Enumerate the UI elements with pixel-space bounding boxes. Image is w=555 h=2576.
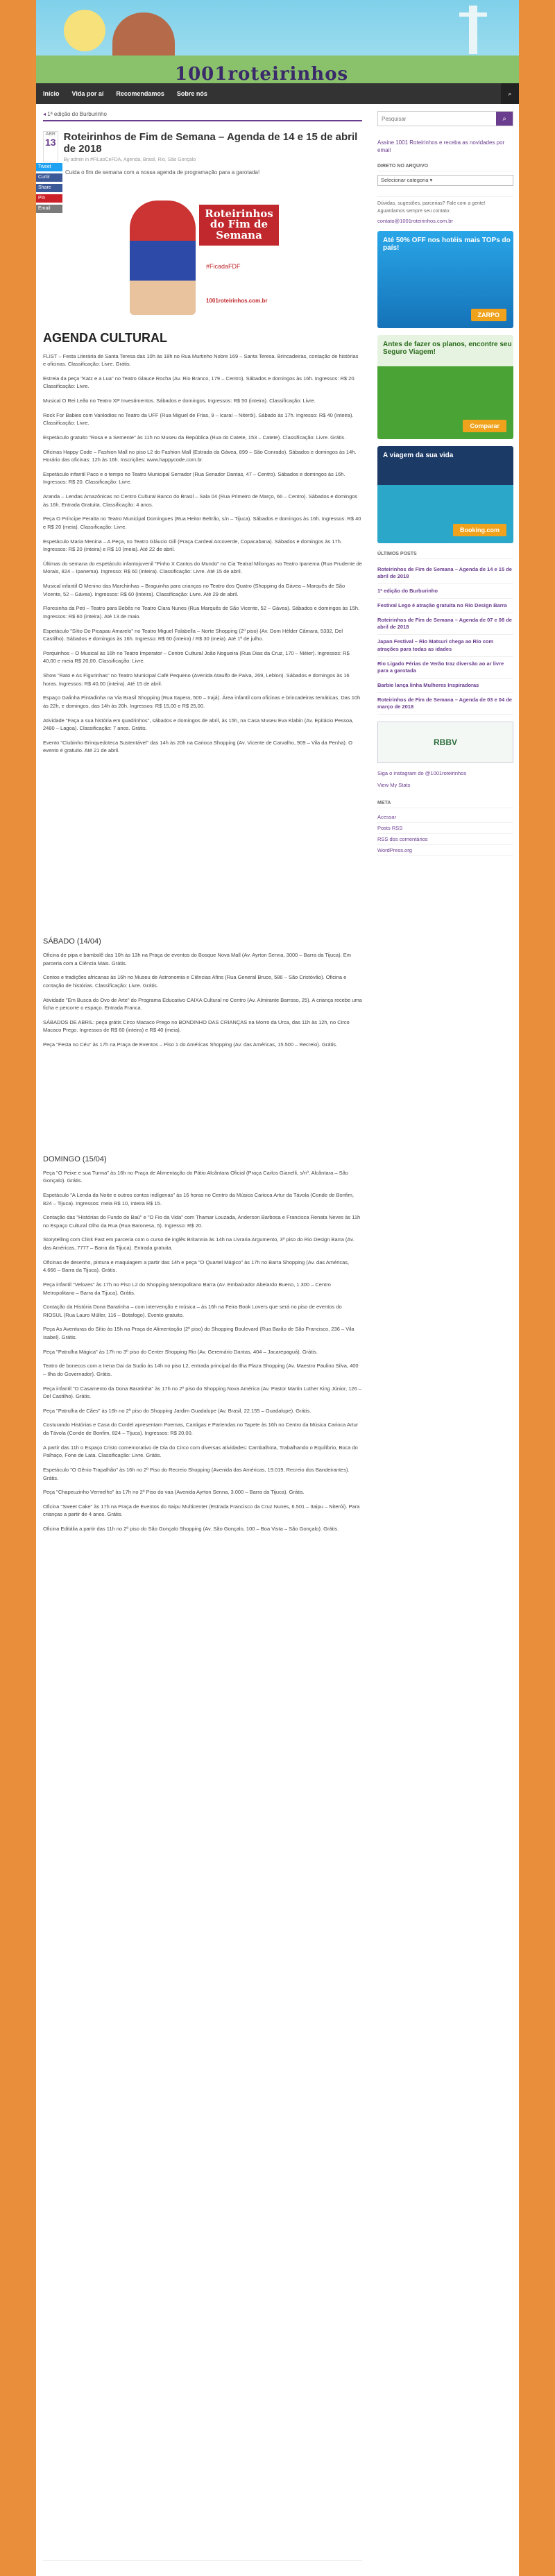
agenda-list-sunday [43, 1169, 362, 1533]
recent-post-link[interactable]: Roteirinhos de Fim de Semana – Agenda de 03 e 04 de março de 2018 [377, 693, 513, 715]
agenda-list-saturday [43, 951, 362, 1049]
main-content [38, 111, 362, 1539]
agenda-item: Peça infantil "Velozes" às 17h no Piso L2 do Shopping Metropolitano Barra (Av. Embaixador Abelardo Bueno, 1.300 – Centro Metropolitano – Barra da Tijuca). Grátis. [43, 1281, 331, 1296]
post-lead: Cuida o fim de semana com a nossa agenda de programação para a garotada! [65, 169, 260, 176]
spacer [43, 761, 362, 928]
post-date-badge [43, 131, 58, 162]
agenda-item: Espetáculo Maria Menina – A Peça, no Teatro Gláucio Gill (Praça Cardeal Arcoverde, Copacabana). Sábados e domingos às 17h. Ingressos: R$ 20 (inteira) e R$ 10 (meia). Até 22 de abril. [43, 538, 342, 553]
saturday-heading: SÁBADO (14/04) [43, 937, 101, 946]
agenda-item: Últimas do semana do espetáculo infantojuvenil "Pinho X Cantos do Mundo" no Cia Teatral Milongas no Teatro Ipanema (Rua Prudente de Morais, 824 – Ipanema). Ingresso: R$ 60 (inteira). Classificação: Livre. Até 15 de abril. [43, 560, 362, 575]
agenda-heading: AGENDA CULTURAL [43, 330, 167, 345]
agenda-item: Espetáculo "A Lenda da Noite e outros contos indígenas" às 16 horas no Centro da Música Carioca Artur da Távola (Conde de Bonfim, 824 – Tijuca). Ingressos: meia R$ 10, inteira R$ 15. [43, 1191, 354, 1206]
meta-link[interactable]: Posts RSS [377, 823, 513, 834]
boy-illustration [130, 201, 196, 315]
post-header [43, 131, 362, 162]
meta-heading: META [377, 801, 513, 808]
agenda-item: Peça "Patrulha de Cães" às 16h no 2º piso do Shopping Jardim Guadalupe (Av. Brasil, 22.155 – Guadalupe). Grátis. [43, 1407, 311, 1414]
christ-statue-illustration [469, 6, 477, 54]
post-meta: By admin in #FiLaoCeFDA, Agenda, Brasil, Rio, São Gonçalo [63, 157, 196, 162]
post-day: 13 [45, 137, 56, 148]
agenda-item: Musical infantil O Menino das Marchinhas – Braguinha para crianças no Teatro dos Quatro (Shopping da Gávea – Marquês de São Vicente, 52 – Gávea). Ingressos: R$ 60 (inteira). Classificação: Livre. Até 29 de abril. [43, 583, 345, 597]
sunday-heading: DOMINGO (15/04) [43, 1154, 107, 1163]
banner-tag: #FicadaFDF [206, 262, 241, 270]
agenda-item: Evento "Clubinho Brinquedoteca Sustentável" das 14h às 20h na Carioca Shopping (Av. Vicente de Carvalho, 909 – Vila da Penha). O evento é gratuito. Até 21 de abril. [43, 739, 352, 754]
agenda-item: Floresinha da Peti – Teatro para Bebês no Teatro Clara Nunes (Rua Marquês de São Vicente, 52 – Gávea). Sábados e domingos às 15h. Ingressos: R$ 60 (inteira). Até 13 de maio. [43, 605, 360, 620]
subscribe-text[interactable]: Assine 1001 Roteirinhos e receba as novidades por email [377, 139, 505, 154]
agenda-item: Peça O Príncipe Peralta no Teatro Municipal Domingues (Rua Heitor Beltrão, s/n – Tijuca). Sábados e domingos às 16h. Ingressos: R$ 40 e R$ 20 (meia). Classificação: Livre. [43, 515, 361, 530]
agenda-item: Oficina Editália a partir das 11h no 2º piso do São Gonçalo Shopping (Av. São Gonçalo, 100 – Boa Vista – São Gonçalo). Grátis. [43, 1526, 339, 1532]
ad3-brand: Booking.com [453, 524, 506, 536]
agenda-item: Espetáculo gratuito "Rosa e a Semente" às 11h no Museu da República (Rua do Catete, 153 – Catete). Classificação: Livre. Grátis. [43, 434, 346, 441]
agenda-item: Atividade "Em Busca do Ovo de Arte" do Programa Educativo CAIXA Cultural no Centro (Av. Almirante Barroso, 25). A criança recebe uma ficha e percorre o espaço. Entrada Franca. [43, 996, 362, 1012]
recent-post-link[interactable]: Festival Lego é atração gratuita no Rio Design Barra [377, 599, 513, 613]
rbbv-badge[interactable]: RBBV [377, 722, 513, 763]
agenda-item: Atividade "Faça a sua história em quadrinhos", sábados e domingos de abril, às 15h, na Casa Museu Eva Klabin (Av. Epitácio Pessoa, 2480 – Lagoa). Classificação: 7 anos. Grátis. [43, 717, 354, 732]
instagram-link[interactable]: Siga o instagram do @1001roteirinhos [377, 770, 467, 777]
recent-post-link[interactable]: Japan Festival – Rio Matsuri chega ao Rio com atrações para todas as idades [377, 635, 513, 656]
agenda-item: Peça "Chapeuzinho Vermelho" às 17h no 2º Piso do vaa (Avenida Ayrton Senna, 3.000 – Barra da Tijuca). Grátis. [43, 1489, 305, 1496]
sidebar [377, 111, 513, 856]
agenda-item: Espetáculo "O Gênio Trapalhão" às 16h no 2º Piso do Recreio Shopping (Avenida das Américas, 19.019, Recreio dos Bandeirantes). Grátis. [43, 1466, 350, 1481]
recent-posts-list [377, 563, 513, 715]
archive-select-value: Selecionar categoria [381, 177, 429, 184]
nav-item-inicio[interactable]: Início [43, 90, 60, 97]
nav-item-vida[interactable]: Vida por aí [71, 90, 104, 97]
agenda-item: Oficina "Sweet Cake" às 17h na Praça de Eventos do Itaipu Multicenter (Estrada Francisco da Cruz Nunes, 6.501 – Itaipu – Niterói). Para crianças a partir de 4 anos. Grátis. [43, 1503, 360, 1518]
meta-link[interactable]: RSS dos comentários [377, 834, 513, 845]
recent-post-link[interactable]: Barbie lança linha Mulheres Inspiradoras [377, 679, 513, 693]
agenda-item: Peça "Patrulha Mágica" às 17h no 3º piso do Center Shopping Rio (Av. Geremário Dantas, 404 – Jacarepaguá). Grátis. [43, 1348, 318, 1355]
archive-heading: DIRETO NO ARQUIVO [377, 164, 513, 171]
sidebar-search [377, 111, 513, 126]
agenda-item: Oficina de pipa e bambolê das 10h às 13h na Praça de eventos do Bosque Nova Mall (Av. Ayrton Senna, 3000 – Barra da Tijuca). Em parceria com a Ciência Mais. Grátis. [43, 952, 352, 966]
site-header [36, 0, 519, 83]
recent-post-link[interactable]: Rio Ligado Férias de Verão traz diversão ao ar livre para a garotada [377, 657, 513, 679]
post-title[interactable]: Roteirinhos de Fim de Semana – Agenda de 14 e 15 de abril de 2018 [63, 131, 358, 155]
ad1-text: Até 50% OFF nos hotéis mais TOPs do país! [383, 236, 511, 252]
sun-illustration [64, 10, 105, 51]
main-nav [36, 83, 519, 104]
meta-list [377, 812, 513, 856]
recent-post-link[interactable]: Roteirinhos de Fim de Semana – Agenda de 14 e 15 de abril de 2018 [377, 563, 513, 584]
agenda-item: SÁBADOS DE ABRIL: peça grátis Circo Macaco Prego no BONDINHO DAS CRIANÇAS na Morro da Urca, das 11h às 12h, no Circo Macaco Prego. Ingressos de R$ 60 (inteira) e R$ 40 (meia). [43, 1018, 350, 1034]
nav-search-icon[interactable]: ⌕ [501, 83, 519, 104]
agenda-item: Espetáculo "Sítio Do Picapau Amarelo" no Teatro Miguel Falabella – Norte Shopping (2º piso) (Av. Dom Hélder Câmara, 5332, Del Castilho). Sábados e domingos às 16h. Ingresso: R$ 60 (inteira) / R$ 30 (meia). Até 1º de julho. [43, 627, 343, 642]
post-month: ABR [45, 132, 56, 137]
share-facebook-button[interactable]: Share [36, 184, 62, 192]
spacer [43, 1055, 362, 1145]
archive-select[interactable]: Selecionar categoria ▾ [377, 175, 513, 186]
contact-text: Dúvidas, sugestões, parcerias? Fale com a gente! Aguardamos sempre seu contato: [377, 201, 486, 214]
banner-url: 1001roteirinhos.com.br [206, 297, 268, 304]
booking-ad[interactable] [377, 446, 513, 543]
site-logo[interactable]: 1001roteirinhos [175, 64, 349, 83]
agenda-item: Costurando Histórias e Casa do Cordel apresentam Poemas, Cantigas e Parlendas no Tapete às 16h no Centro da Música Carioca Artur da Távola (Conde de Bonfim, 824 – Tijuca). Ingressos: R$ 20,00. [43, 1422, 359, 1436]
agenda-item: Espetáculo infantil Paco e o tempo no Teatro Municipal Serrador (Rua Senador Dantas, 47 – Centro). Sábados e domingos às 16h. Ingressos: R$ 20. Classificação: Livre. [43, 470, 345, 486]
agenda-item: Teatro de bonecos com a Irena Dai da Sudio às 14h no piso L2, entrada principal da Ilha Plaza Shopping (Av. Maestro Paulino Silva, 400 – Ilha do Governador). Grátis. [43, 1363, 359, 1377]
agenda-item: Estreia da peça "Katz e a Lua" no Teatro Glauce Rocha (Av. Rio Branco, 179 – Centro). Sábados e domingos às 16h. Ingressos: R$ 20. Classificação: Livre. [43, 375, 356, 390]
ad3-text: A viagem da sua vida [383, 451, 454, 459]
agenda-item: Espaço Galinha Pintadinha na Via Brasil Shopping (Rua Itapera, 500 – Irajá). Área infantil com oficinas e brincadeiras temáticas. Das 10h às 22h, e domingos, das 14h às 20h. Ingressos: R$ 15,00 e R$ 25,00. [43, 694, 361, 709]
breadcrumb [43, 111, 362, 121]
page [36, 0, 519, 2576]
agenda-item: Storytelling com Clink Fast em parceria com o curso de inglês Britannia às 14h na Livraria Argumento, 3º piso do Rio Design Barra (Av. das Américas, 7777 – Barra da Tijuca). Entrada gratuita. [43, 1236, 355, 1251]
arrow-icon: ◂ [43, 111, 48, 117]
recent-post-link[interactable]: Roteirinhos de Fim de Semana – Agenda de 07 e 08 de abril de 2018 [377, 613, 513, 635]
seguro-ad[interactable] [377, 335, 513, 439]
share-bar [36, 163, 62, 215]
contact-email[interactable]: contato@1001roteirinhos.com.br [377, 217, 453, 224]
agenda-item: FLIST – Festa Literária de Santa Teresa das 10h às 18h no Rua Murtinho Nobre 169 – Santa Teresa. Brincadeiras, contação de histórias e oficinas. Classificação: Livre. Grátis. [43, 352, 359, 368]
agenda-item: Peça "O Peixe e sua Turma" às 16h no Praça de Alimentação do Pátio Alcântara Oficial (Praça Carlos Gianelli, s/nº, Alcântara – São Gonçalo). Grátis. [43, 1169, 348, 1184]
agenda-item: Porquinhos – O Musical às 16h no Teatro Imperator – Centro Cultural João Nogueira (Rua Dias da Cruz, 170 – Méier). Ingressos: R$ 40,00 e meia R$ 20,00. Classificação: Livre. [43, 649, 350, 665]
sidebar-search-input[interactable] [378, 112, 496, 126]
agenda-item: Peça As Aventuras do Sítio às 15h na Praça de Alimentação (2º piso) do Shopping Boulevard (Rua Barão de São Francisco, 236 – Vila Isabel). Grátis. [43, 1326, 355, 1340]
agenda-item: Aranda – Lendas Amazônicas no Centro Cultural Banco do Brasil – Sala 04 (Rua Primeiro de Março, 66 – Centro). Sábados e domingos às 16h. Entrada Gratuita. Classificação: 4 anos. [43, 493, 358, 508]
banner-title: Roteirinhos do Fim de Semana [199, 205, 279, 246]
zarpo-ad[interactable] [377, 231, 513, 328]
ad2-compare-button[interactable]: Comparar [463, 420, 506, 432]
share-email-button[interactable]: Email [36, 205, 62, 213]
agenda-item: Peça "Festa no Céu" às 17h na Praça de Eventos – Piso 1 do Américas Shopping (Av. das Américas, 15.500 – Recreio). Grátis. [43, 1041, 338, 1048]
agenda-item: Musical O Rei Leão no Teatro XP Investimentos. Sábados e domingos. Ingressos: R$ 50 (inteira). Classificação: Livre. [43, 398, 316, 404]
recent-posts-heading: ÚLTIMOS POSTS [377, 552, 513, 559]
agenda-item: Oficinas Happy Code – Fashion Mall no piso L2 do Fashion Mall (Estrada da Gávea, 899 – São Conrado). Sábados e domingos às 14h. Horário das oficinas: 12h às 16h. Inscrições: www.happycode.com.br. [43, 448, 357, 463]
nav-item-recomendamos[interactable]: Recomendamos [116, 90, 164, 97]
search-icon[interactable]: ⌕ [496, 112, 513, 126]
agenda-item: Contação das "Histórias do Fundo do Baú" e "O Fio da Vida" com Thamar Louzada, Anderson Barbosa e Francisca Renata Neves às 11h no Espaço Cultural Olho da Rua (Rua Baronesa, 5). Ingresso: R$ 20. [43, 1214, 361, 1229]
divider [43, 2560, 362, 2561]
agenda-item: Rock For Babies com Vanlodios no Teatro da UFF (Rua Miguel de Frias, 9 – Icaraí – Niterói). Sábado às 17h. Ingresso: R$ 40 (inteira). Classificação: Livre. [43, 411, 354, 427]
agenda-list-friday [43, 352, 362, 756]
share-twitter-button[interactable]: Tweet [36, 163, 62, 171]
recent-post-link[interactable]: 1ª edição do Burburinho [377, 584, 513, 599]
breadcrumb-link[interactable]: 1ª edição do Burburinho [47, 111, 107, 117]
share-facebook-like-button[interactable]: Curtir [36, 173, 62, 182]
agenda-item: Peça infantil "O Casamento da Dona Baratinha" às 17h no 2º piso do Shopping Nova América (Av. Pastor Martin Luther King Júnior, 126 – Del Castilho). Grátis. [43, 1385, 361, 1400]
agenda-item: Oficinas de desenho, pintura e maquiagem a partir das 14h e peça "O Quartel Mágico" às 17h no Barra Shopping (Av. das Américas, 4.666 – Barra da Tijuca). Grátis. [43, 1259, 350, 1274]
agenda-item: Contação da História Dona Baratinha – com intervenção e música – às 16h na Feira Book Lovers que será no piso de eventos do RIOSUL (Rua Lauro Müller, 116 – Botafogo). Evento gratuito. [43, 1304, 342, 1318]
post-banner-image [123, 201, 282, 318]
ad1-brand: ZARPO [471, 309, 507, 321]
agenda-item: Contos e tradições africanas às 16h no Museu de Astronomia e Ciências Afins (Rua General Bruce, 586 – São Cristóvão). Oficina e contação de histórias. Classificação: Livre. Grátis. [43, 974, 347, 989]
nav-item-sobre[interactable]: Sobre nós [176, 90, 207, 97]
meta-link[interactable]: WordPress.org [377, 845, 513, 856]
agenda-item: Show "Rato e As Figurinhas" no Teatro Municipal Café Pequeno (Avenida Ataulfo de Paiva, 269, Leblon). Sábados e domingos às 16 horas. Ingressos: R$ 40,00 (inteira). Até 15 de abril. [43, 672, 350, 687]
meta-link[interactable]: Acessar [377, 812, 513, 823]
share-pinterest-button[interactable]: Pin [36, 194, 62, 203]
mystats-link[interactable]: View My Stats [377, 782, 411, 789]
contact-heading [377, 194, 513, 197]
agenda-item: A partir das 11h o Espaço Cristo comemorativo de Dia do Circo com diversas atividades: Cambalhota, Trabalhando o Equilíbrio, Boca do Palhaço, Fone de Lata. Classificação: Livre. Grátis. [43, 1444, 358, 1459]
ad2-text: Antes de fazer os planos, encontre seu Seguro Viagem! [383, 340, 512, 356]
